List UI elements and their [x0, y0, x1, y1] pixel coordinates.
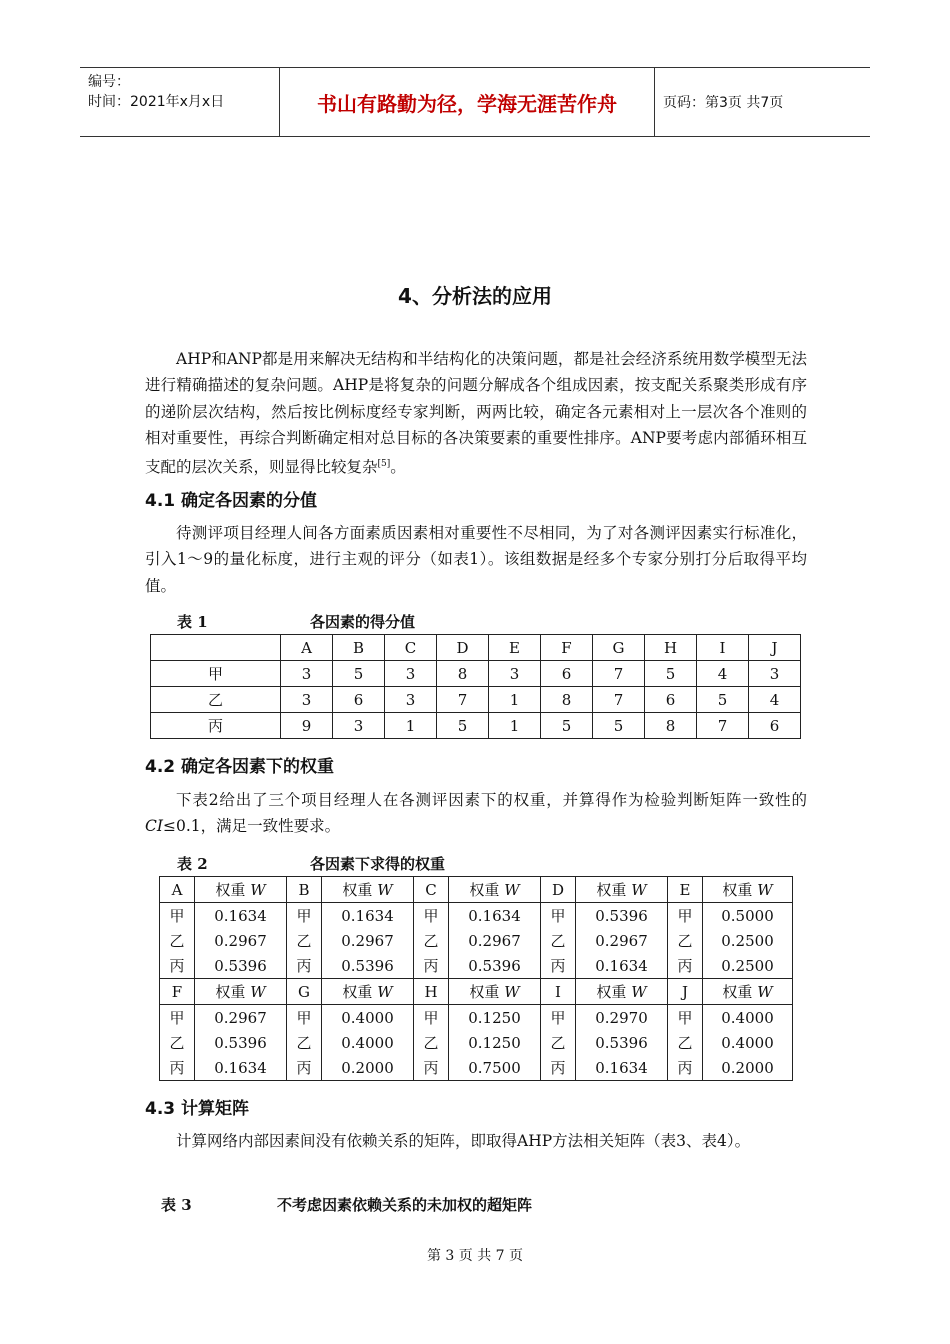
- table2-header-row: [160, 979, 793, 1005]
- table2-row: [160, 1055, 793, 1081]
- table2-person-label: 甲: [160, 903, 195, 929]
- table2-person-label: 丙: [541, 953, 576, 979]
- table2-person-label: 乙: [541, 928, 576, 953]
- table2-weight-header: [322, 979, 414, 1005]
- table2-row: [160, 1030, 793, 1055]
- table1-header-row: [151, 635, 801, 661]
- table1-cell: 3: [489, 661, 541, 687]
- table1-column-header: [151, 635, 281, 661]
- table2-person-label: 丙: [160, 953, 195, 979]
- table1-title: 各因素的得分值: [310, 613, 416, 631]
- table1-cell: 5: [697, 687, 749, 713]
- heading-4-3: 4.3 计算矩阵: [145, 1099, 250, 1119]
- table2-factor-header: B: [287, 877, 322, 903]
- table2-weight-cell: 0.4000: [703, 1005, 793, 1031]
- weight-variable: W: [504, 881, 520, 899]
- table2-weight-cell: 0.1634: [449, 903, 541, 929]
- weight-label: 权重: [342, 881, 373, 899]
- table2-factor-header: C: [414, 877, 449, 903]
- intro-end: 。: [390, 458, 406, 477]
- table1-column-header: B: [333, 635, 385, 661]
- table2-weight-cell: 0.4000: [703, 1030, 793, 1055]
- table2-person-label: 丙: [414, 1055, 449, 1081]
- table2-weight-cell: 0.1250: [449, 1030, 541, 1055]
- table2-weight-cell: 0.5000: [703, 903, 793, 929]
- table2-person-label: 乙: [414, 1030, 449, 1055]
- table2-weight-cell: 0.2500: [703, 928, 793, 953]
- table2-person-label: 乙: [668, 1030, 703, 1055]
- table2-factor-header: J: [668, 979, 703, 1005]
- table2-factor-header: F: [160, 979, 195, 1005]
- table1-cell: 4: [749, 687, 801, 713]
- table1-caption: [177, 611, 415, 632]
- table1-cell: 3: [281, 687, 333, 713]
- weight-variable: W: [250, 983, 266, 1001]
- table2-weight-header: [576, 877, 668, 903]
- table2-factor-header: A: [160, 877, 195, 903]
- table2-person-label: 丙: [287, 953, 322, 979]
- table3-caption: [161, 1194, 532, 1215]
- page-footer: 第 3 页 共 7 页: [426, 1248, 524, 1264]
- table2-row: [160, 928, 793, 953]
- header-page-info: 页码：第3页 共7页: [663, 95, 784, 111]
- weight-label: 权重: [215, 983, 246, 1001]
- table1-row: [151, 687, 801, 713]
- header-motto: 书山有路勤为径，学海无涯苦作舟: [280, 68, 655, 136]
- table1-column-header: F: [541, 635, 593, 661]
- table2-caption: [177, 853, 445, 874]
- table1-cell: 1: [489, 713, 541, 739]
- table2-person-label: 丙: [668, 1055, 703, 1081]
- table2-person-label: 甲: [414, 1005, 449, 1031]
- table2-weight-cell: 0.5396: [449, 953, 541, 979]
- table2-weight-cell: 0.5396: [195, 953, 287, 979]
- table1-cell: 3: [385, 661, 437, 687]
- table2-person-label: 乙: [414, 928, 449, 953]
- table1-row-label: 丙: [151, 713, 281, 739]
- section-title: 4、分析法的应用: [398, 284, 552, 308]
- table2-person-label: 乙: [160, 1030, 195, 1055]
- table1-cell: 6: [541, 661, 593, 687]
- table2-person-label: 丙: [287, 1055, 322, 1081]
- table2-weight-header: [195, 979, 287, 1005]
- intro-reference: [5]: [377, 459, 391, 470]
- table1-cell: 5: [437, 713, 489, 739]
- table2-person-label: 丙: [541, 1055, 576, 1081]
- table2-person-label: 甲: [287, 903, 322, 929]
- table2-person-label: 丙: [414, 953, 449, 979]
- table1-scores: [150, 634, 801, 739]
- table1-cell: 4: [697, 661, 749, 687]
- table2-weight-cell: 0.4000: [322, 1030, 414, 1055]
- table1-cell: 8: [645, 713, 697, 739]
- table2-weight-header: [322, 877, 414, 903]
- weight-variable: W: [757, 881, 773, 899]
- table2-weights: [159, 876, 793, 1081]
- table1-cell: 6: [749, 713, 801, 739]
- table1-column-header: G: [593, 635, 645, 661]
- table1-cell: 5: [541, 713, 593, 739]
- paragraph-4-3: 计算网络内部因素间没有依赖关系的矩阵，即取得AHP方法相关矩阵（表3、表4）。: [176, 1132, 751, 1150]
- table1-column-header: A: [281, 635, 333, 661]
- table2-row: [160, 1005, 793, 1031]
- table2-person-label: 甲: [541, 903, 576, 929]
- table2-weight-cell: 0.1634: [576, 953, 668, 979]
- weight-label: 权重: [596, 983, 627, 1001]
- table1-cell: 3: [749, 661, 801, 687]
- table1-cell: 7: [593, 687, 645, 713]
- table2-weight-header: [195, 877, 287, 903]
- weight-label: 权重: [469, 881, 500, 899]
- table1-column-header: J: [749, 635, 801, 661]
- table2-weight-cell: 0.2967: [195, 928, 287, 953]
- heading-4-1: 4.1 确定各因素的分值: [145, 491, 318, 511]
- table2-person-label: 乙: [287, 928, 322, 953]
- table2-person-label: 甲: [668, 1005, 703, 1031]
- weight-variable: W: [757, 983, 773, 1001]
- table1-column-header: E: [489, 635, 541, 661]
- table2-person-label: 甲: [160, 1005, 195, 1031]
- para-4-2-text-b: ≤0.1，满足一致性要求。: [162, 817, 341, 836]
- table2-row: [160, 953, 793, 979]
- table1-cell: 5: [645, 661, 697, 687]
- intro-text: AHP和ANP都是用来解决无结构和半结构化的决策问题，都是社会经济系统用数学模型无法进行精确描述的复杂问题。AHP是将复杂的问题分解成各个组成因素，按支配关系聚类形成有序的递阶层次结构，然后按比例标度经专家判断，两两比较，确定各元素相对上一层次各个准则的相对重要性，再综合判断确定相对总目标的各决策要素的重要性排序。ANP要考虑内部循环相互支配的层次关系，则显得比较复杂: [145, 350, 807, 477]
- heading-4-2: 4.2 确定各因素下的权重: [145, 757, 335, 777]
- table1-cell: 8: [541, 687, 593, 713]
- table2-factor-header: H: [414, 979, 449, 1005]
- table2-person-label: 乙: [668, 928, 703, 953]
- table2-weight-cell: 0.5396: [576, 1030, 668, 1055]
- ci-variable: CI: [145, 817, 163, 836]
- table2-factor-header: I: [541, 979, 576, 1005]
- table2-weight-cell: 0.2967: [322, 928, 414, 953]
- table2-weight-cell: 0.1634: [576, 1055, 668, 1081]
- table2-factor-header: E: [668, 877, 703, 903]
- table3-title: 不考虑因素依赖关系的未加权的超矩阵: [277, 1196, 533, 1214]
- table2-person-label: 丙: [160, 1055, 195, 1081]
- table2-weight-cell: 0.1634: [322, 903, 414, 929]
- table2-weight-cell: 0.7500: [449, 1055, 541, 1081]
- header-time: 时间：2021年x月x日: [88, 94, 225, 110]
- paragraph-4-1: 待测评项目经理人间各方面素质因素相对重要性不尽相同，为了对各测评因素实行标准化，引入1～9的量化标度，进行主观的评分（如表1）。该组数据是经多个专家分别打分后取得平均值。: [145, 524, 807, 595]
- header-meta: [80, 68, 280, 136]
- table2-weight-cell: 0.5396: [195, 1030, 287, 1055]
- table1-cell: 1: [385, 713, 437, 739]
- table2-weight-cell: 0.2967: [576, 928, 668, 953]
- table2-weight-cell: 0.2967: [449, 928, 541, 953]
- table2-weight-header: [703, 877, 793, 903]
- table2-weight-cell: 0.1250: [449, 1005, 541, 1031]
- weight-variable: W: [377, 881, 393, 899]
- header-number: 编号：: [88, 74, 130, 90]
- table2-weight-header: [449, 979, 541, 1005]
- weight-label: 权重: [215, 881, 246, 899]
- weight-variable: W: [631, 983, 647, 1001]
- table1-cell: 9: [281, 713, 333, 739]
- table2-header-row: [160, 877, 793, 903]
- table2-weight-cell: 0.2500: [703, 953, 793, 979]
- weight-label: 权重: [722, 983, 753, 1001]
- table2-label: 表 2: [177, 855, 208, 873]
- table1-row-label: 乙: [151, 687, 281, 713]
- table3-label: 表 3: [161, 1196, 192, 1214]
- table1-row: [151, 661, 801, 687]
- weight-variable: W: [631, 881, 647, 899]
- table2-weight-cell: 0.2970: [576, 1005, 668, 1031]
- weight-variable: W: [250, 881, 266, 899]
- weight-label: 权重: [342, 983, 373, 1001]
- table2-person-label: 甲: [668, 903, 703, 929]
- table2-person-label: 甲: [414, 903, 449, 929]
- table2-person-label: 乙: [160, 928, 195, 953]
- table2-person-label: 甲: [287, 1005, 322, 1031]
- table1-cell: 7: [593, 661, 645, 687]
- table2-title: 各因素下求得的权重: [310, 855, 446, 873]
- table2-weight-cell: 0.5396: [322, 953, 414, 979]
- weight-label: 权重: [722, 881, 753, 899]
- table2-weight-header: [576, 979, 668, 1005]
- table2-weight-cell: 0.1634: [195, 1055, 287, 1081]
- table1-cell: 7: [437, 687, 489, 713]
- table1-cell: 5: [593, 713, 645, 739]
- table1-cell: 3: [281, 661, 333, 687]
- table1-column-header: H: [645, 635, 697, 661]
- table1-cell: 3: [333, 713, 385, 739]
- table2-person-label: 乙: [541, 1030, 576, 1055]
- table1-cell: 5: [333, 661, 385, 687]
- table2-weight-cell: 0.5396: [576, 903, 668, 929]
- para-4-2-text-a: 下表2给出了三个项目经理人在各测评因素下的权重，并算得作为检验判断矩阵一致性的: [176, 791, 807, 809]
- table2-factor-header: G: [287, 979, 322, 1005]
- table2-person-label: 甲: [541, 1005, 576, 1031]
- table2-weight-cell: 0.1634: [195, 903, 287, 929]
- table1-row-label: 甲: [151, 661, 281, 687]
- weight-variable: W: [377, 983, 393, 1001]
- table1-cell: 6: [645, 687, 697, 713]
- table2-weight-cell: 0.4000: [322, 1005, 414, 1031]
- weight-label: 权重: [596, 881, 627, 899]
- weight-label: 权重: [469, 983, 500, 1001]
- table1-cell: 3: [385, 687, 437, 713]
- table1-column-header: D: [437, 635, 489, 661]
- table1-label: 表 1: [177, 613, 208, 631]
- table2-weight-cell: 0.2000: [322, 1055, 414, 1081]
- table2-weight-cell: 0.2000: [703, 1055, 793, 1081]
- table1-cell: 7: [697, 713, 749, 739]
- intro-paragraph: [145, 346, 807, 481]
- table2-factor-header: D: [541, 877, 576, 903]
- table2-weight-header: [703, 979, 793, 1005]
- table1-cell: 8: [437, 661, 489, 687]
- table2-weight-header: [449, 877, 541, 903]
- table2-row: [160, 903, 793, 929]
- table1-column-header: I: [697, 635, 749, 661]
- table1-row: [151, 713, 801, 739]
- table1-cell: 1: [489, 687, 541, 713]
- table1-column-header: C: [385, 635, 437, 661]
- table2-person-label: 丙: [668, 953, 703, 979]
- table2-person-label: 乙: [287, 1030, 322, 1055]
- paragraph-4-2: [145, 787, 807, 840]
- table2-weight-cell: 0.2967: [195, 1005, 287, 1031]
- table1-cell: 6: [333, 687, 385, 713]
- page-header: [80, 67, 870, 137]
- weight-variable: W: [504, 983, 520, 1001]
